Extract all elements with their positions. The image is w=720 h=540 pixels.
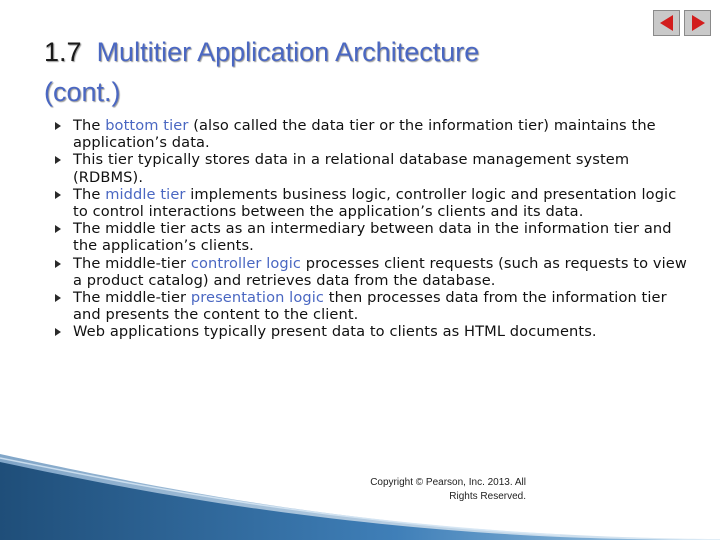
bullet-highlight: middle tier: [105, 185, 186, 203]
bullet-item: [52, 289, 692, 323]
bullet-arrow-icon: [55, 328, 61, 336]
bullet-arrow-icon: [55, 294, 61, 302]
triangle-right-icon: [692, 15, 705, 31]
bullet-highlight: presentation logic: [190, 289, 325, 307]
next-slide-button[interactable]: [684, 10, 711, 36]
title-number: 1.7: [44, 37, 82, 67]
bullet-text: The: [73, 117, 106, 134]
bullet-item: [52, 117, 692, 151]
bullet-arrow-icon: [55, 225, 61, 233]
bullet-arrow-icon: [55, 191, 61, 199]
bullet-text: Web applications typically present data to clients as HTML documents.: [73, 323, 597, 341]
bullet-item: [52, 323, 692, 340]
bullet-text: The middle-tier: [73, 254, 191, 272]
title-main: Multitier Application Architecture: [96, 37, 480, 67]
bullet-text: implements business logic, controller logic and presentation logic to control interactions between the application’s clients and its data.: [73, 185, 677, 221]
bullet-list: [52, 117, 692, 341]
bullet-text: The middle-tier: [73, 289, 191, 307]
copyright-notice: Copyright © Pearson, Inc. 2013. All Rights Reserved.: [370, 477, 526, 502]
bullet-arrow-icon: [55, 260, 61, 268]
triangle-left-icon: [660, 15, 673, 31]
bullet-text: processes client requests (such as requests to view a product catalog) and retrieves data from the database.: [73, 254, 687, 289]
bullet-highlight: controller logic: [190, 254, 302, 272]
bullet-item: [52, 151, 692, 185]
bullet-item: [52, 255, 692, 289]
bullet-item: [52, 186, 692, 220]
bullet-text: This tier typically stores data in a relational database management system (RDBMS).: [73, 151, 630, 186]
bullet-text: then processes data from the information tier and presents the content to the client.: [73, 289, 667, 324]
bullet-text: (also called the data tier or the information tier) maintains the application’s data.: [73, 117, 656, 152]
bullet-text: The: [73, 185, 106, 203]
slide-navigation: [653, 10, 711, 36]
bullet-arrow-icon: [55, 122, 61, 130]
slide-title: [44, 32, 644, 112]
title-cont: (cont.): [44, 77, 121, 107]
bullet-arrow-icon: [55, 156, 61, 164]
bullet-highlight: bottom tier: [105, 117, 189, 134]
bullet-item: [52, 220, 692, 254]
bullet-text: The middle tier acts as an intermediary between data in the information tier and the application’s clients.: [73, 220, 672, 255]
previous-slide-button[interactable]: [653, 10, 680, 36]
